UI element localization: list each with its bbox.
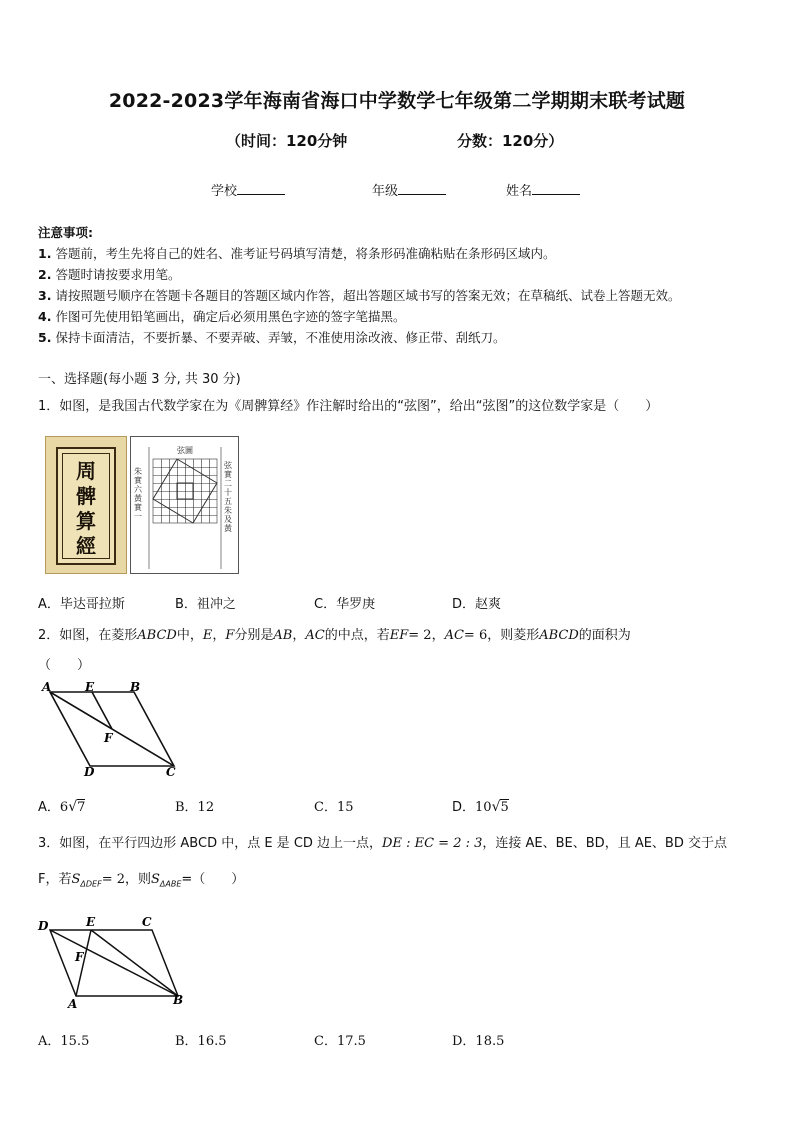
q3-option-a[interactable]: A．15.5: [38, 1034, 90, 1049]
school-label: 学校: [211, 184, 238, 199]
q3-option-c[interactable]: C．17.5: [314, 1034, 366, 1049]
grade-field: [372, 180, 446, 199]
school-field: [211, 180, 285, 199]
note-item: 3. 请按照题号顺序在答题卡各题目的答题区域内作答，超出答题区域书写的答案无效；在草稿纸、试卷上答题无效。: [38, 288, 681, 303]
vertex-a-label: A: [42, 680, 52, 694]
diagram-left-label: 朱實六黃實一: [134, 467, 142, 521]
vertex-c-label: C: [142, 915, 152, 929]
point-e-label: E: [85, 680, 95, 694]
q2-option-a[interactable]: A．6√7: [38, 799, 86, 815]
parallelogram-figure: [30, 912, 190, 1012]
question-2-text: 2．如图，在菱形ABCD中，E，F分别是AB，AC的中点，若EF= 2，AC= 6，则菱形ABCD的面积为: [38, 628, 631, 643]
vertex-d-label: D: [84, 765, 95, 779]
notes-section: [38, 222, 680, 348]
section-heading: 一、选择题(每小题 3 分, 共 30 分): [38, 372, 241, 387]
school-blank: [237, 182, 285, 195]
xian-diagram-figure: [131, 437, 238, 573]
vertex-b-label: B: [173, 993, 184, 1007]
diagram-right-label: 弦實二十五朱及黃: [224, 461, 232, 533]
q1-option-b[interactable]: B．祖冲之: [175, 597, 236, 612]
grade-blank: [398, 182, 446, 195]
name-field: [506, 180, 580, 199]
vertex-d-label: D: [38, 919, 49, 933]
notes-heading: 注意事项:: [38, 225, 93, 240]
note-item: 5. 保持卡面清洁，不要折暴、不要弄破、弄皱，不准使用涂改液、修正带、刮纸刀。: [38, 330, 506, 345]
q1-option-a[interactable]: A．毕达哥拉斯: [38, 597, 125, 612]
exam-score: 分数：120分）: [457, 132, 564, 150]
diagram-top-label: 弦圖: [177, 446, 193, 455]
vertex-a-label: A: [68, 997, 78, 1011]
q2-option-d[interactable]: D．10√5: [452, 799, 509, 815]
page-title: 2022-2023学年海南省海口中学数学七年级第二学期期末联考试题: [108, 90, 686, 112]
note-item: 2. 答题时请按要求用笔。: [38, 267, 181, 282]
name-blank: [532, 182, 580, 195]
q3-option-b[interactable]: B．16.5: [175, 1034, 227, 1049]
zhoubi-book-cover: [45, 436, 127, 574]
xian-diagram-page: [130, 436, 239, 574]
book-title-frame: [56, 447, 116, 565]
note-item: 1. 答题前，考生先将自己的姓名、准考证号码填写清楚，将条形码准确粘贴在条形码区域内。: [38, 246, 556, 261]
note-item: 4. 作图可先使用铅笔画出，确定后必须用黑色字迹的签字笔描黑。: [38, 309, 406, 324]
q2-option-b[interactable]: B．12: [175, 800, 215, 815]
question-2-paren: （ ）: [38, 658, 91, 673]
q1-option-d[interactable]: D．赵爽: [452, 597, 502, 612]
grade-label: 年级: [372, 184, 399, 199]
question-3-line-1: 3．如图，在平行四边形 ABCD 中，点 E 是 CD 边上一点，DE : EC = 2 : 3，连接 AE、BE、BD，且 AE、BD 交于点: [38, 836, 727, 851]
book-title-char: 髀: [76, 484, 96, 508]
q1-option-c[interactable]: C．华罗庚: [314, 597, 376, 612]
exam-time: （时间：120分钟: [226, 132, 348, 150]
point-f-label: F: [75, 950, 84, 964]
question-1-text: 1．如图，是我国古代数学家在为《周髀算经》作注解时给出的“弦图”，给出“弦图”的这位数学家是（ ）: [38, 399, 659, 414]
q2-option-c[interactable]: C．15: [314, 800, 354, 815]
q3-option-d[interactable]: D．18.5: [452, 1034, 505, 1049]
name-label: 姓名: [506, 184, 533, 199]
rhombus-figure: [38, 680, 188, 780]
vertex-b-label: B: [130, 680, 141, 694]
point-e-label: E: [86, 915, 96, 929]
question-3-line-2: F，若$S_{\Delta DEF}= 2$，则$S_{\Delta ABE}=$（ ）: [38, 872, 245, 889]
book-title-char: 算: [76, 509, 96, 533]
book-title-char: 周: [76, 459, 96, 483]
book-title-char: 經: [76, 534, 96, 558]
vertex-c-label: C: [166, 765, 176, 779]
point-f-label: F: [104, 731, 113, 745]
